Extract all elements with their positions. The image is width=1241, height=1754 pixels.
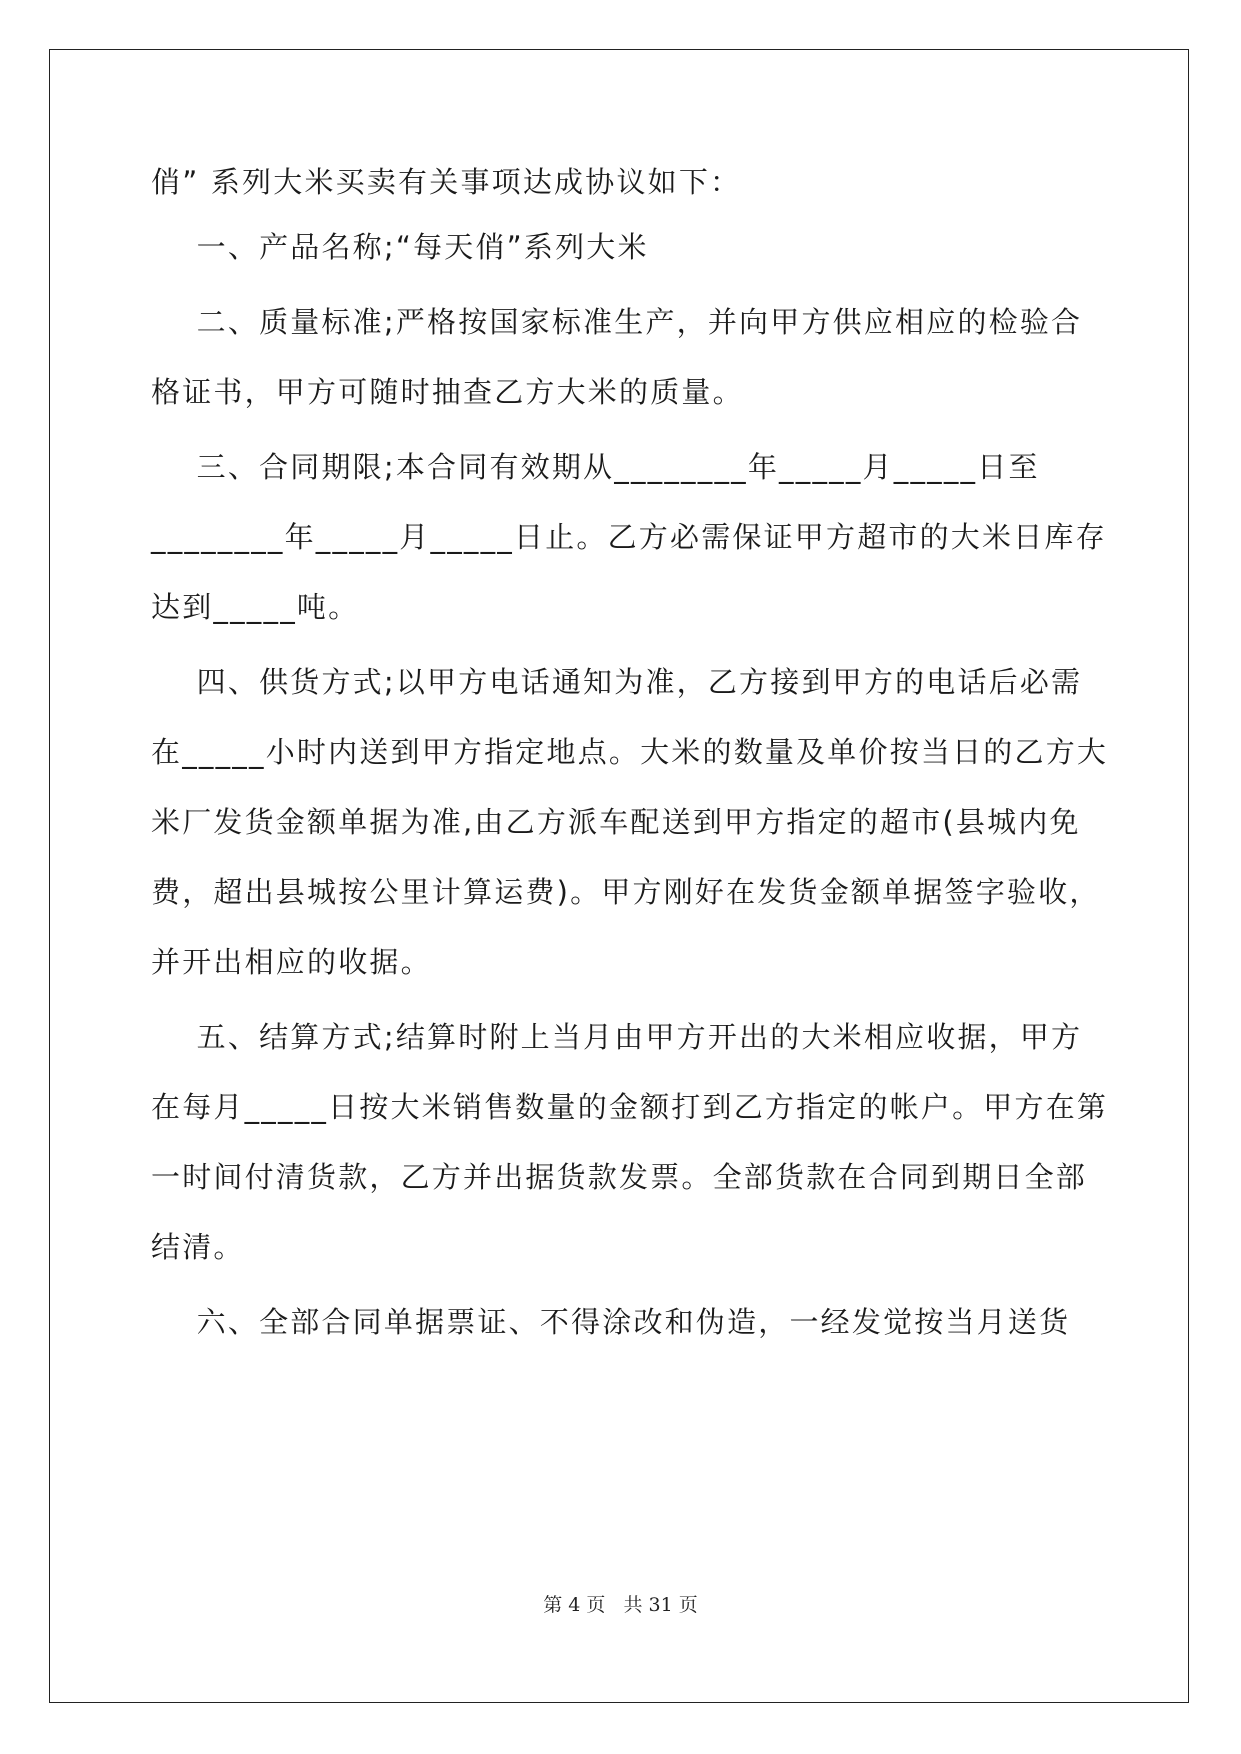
text-line: 俏” 系列大米买卖有关事项达成协议如下： [151,165,742,199]
text-line: 费，超出县城按公里计算运费)。甲方刚好在发货金额单据签字验收， [151,875,1101,909]
text-line: 米厂发货金额单据为准,由乙方派车配送到甲方指定的超市(县城内免 [151,805,1081,839]
text-line: 三、合同期限;本合同有效期从________年_____月_____日至 [151,450,1040,484]
text-line: 格证书，甲方可随时抽查乙方大米的质量。 [151,375,744,409]
text-line: 在_____小时内送到甲方指定地点。大米的数量及单价按当日的乙方大 [151,735,1109,769]
text-line: 二、质量标准;严格按国家标准生产，并向甲方供应相应的检验合 [151,305,1083,339]
text-line: 达到_____吨。 [151,590,360,624]
text-line: 五、结算方式;结算时附上当月由甲方开出的大米相应收据，甲方 [151,1020,1083,1054]
page-footer [0,1590,1241,1617]
text-line: 在每月_____日按大米销售数量的金额打到乙方指定的帐户。甲方在第 [151,1090,1109,1124]
text-line: 结清。 [151,1230,245,1264]
text-line: 一、产品名称;“每天俏”系列大米 [151,230,649,264]
text-line: 四、供货方式;以甲方电话通知为准，乙方接到甲方的电话后必需 [151,665,1083,699]
text-line: 一时间付清货款，乙方并出据货款发票。全部货款在合同到期日全部 [151,1160,1088,1194]
text-line: ________年_____月_____日止。乙方必需保证甲方超市的大米日库存 [151,520,1107,554]
text-line: 六、全部合同单据票证、不得涂改和伪造，一经发觉按当月送货 [151,1305,1071,1339]
text-line: 并开出相应的收据。 [151,945,432,979]
page-number: 第 4 页 共 31 页 [543,1594,698,1616]
